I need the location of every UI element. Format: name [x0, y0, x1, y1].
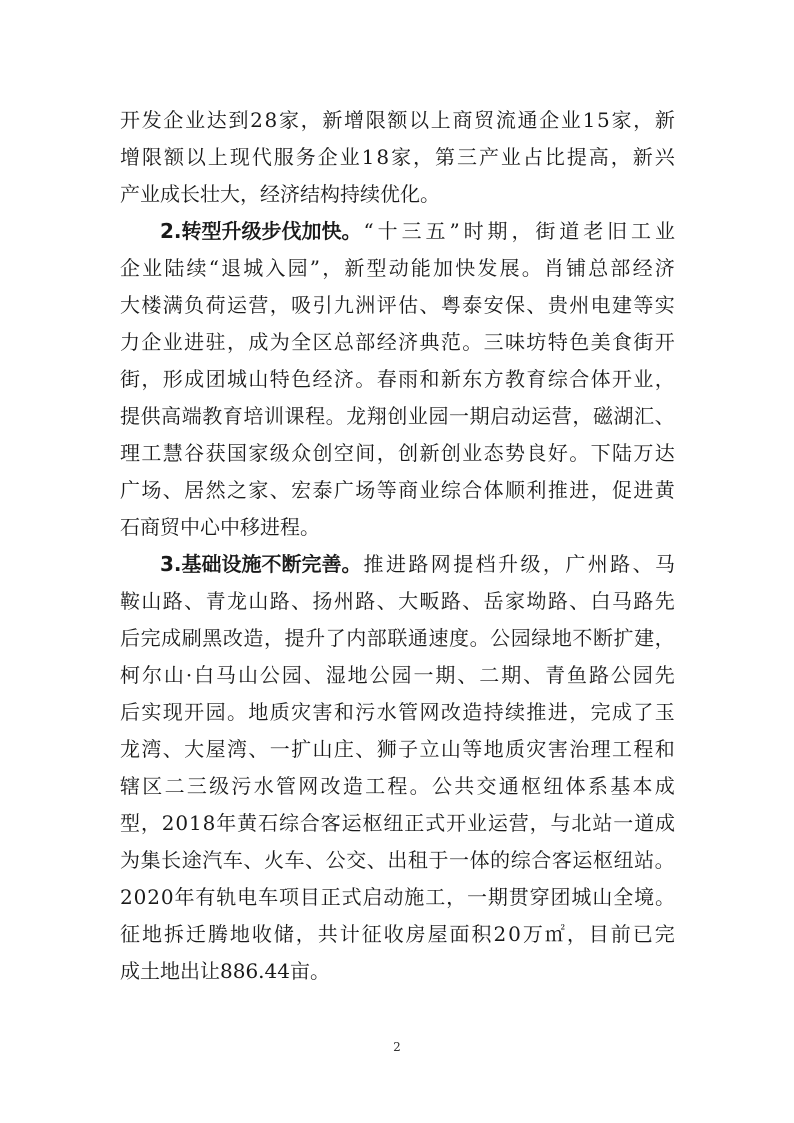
- paragraph-line: 增 限 额 以 上 现 代 服 务 企 业 1 8 家 ， 第 三 产 业 占 比 提 高 ， 新 兴: [120, 145, 675, 169]
- section-heading: 2.转型升级步伐加快。: [160, 219, 362, 243]
- paragraph-line: 产业成长壮大，经济结构持续优化。: [120, 182, 440, 206]
- paragraph-line-text: 推 进 路 网 提 档 升 级 ， 广 州 路 、 马: [363, 552, 675, 576]
- paragraph-line: 后 完 成 刷 黑 改 造 ， 提 升 了 内 部 联 通 速 度 。 公 园 绿 地 不 断 扩 建 ，: [120, 626, 675, 650]
- paragraph-line: 后 实 现 开 园 。 地 质 灾 害 和 污 水 管 网 改 造 持 续 推 进 ， 完 成 了 玉: [120, 700, 675, 724]
- paragraph-line: 企 业 陆 续 “ 退 城 入 园 ” ， 新 型 动 能 加 快 发 展 。 肖 铺 总 部 经 济: [120, 256, 675, 280]
- paragraph-line: 2 0 2 0 年 有 轨 电 车 项 目 正 式 启 动 施 工 ， 一 期 贯 穿 团 城 山 全 境 。: [120, 885, 675, 909]
- paragraph-line: 理 工 慧 谷 获 国 家 级 众 创 空 间 ， 创 新 创 业 态 势 良 好 。 下 陆 万 达: [120, 441, 675, 465]
- paragraph-line: 开 发 企 业 达 到 2 8 家 ， 新 增 限 额 以 上 商 贸 流 通 企 业 1 5 家 ， 新: [120, 108, 675, 132]
- paragraph-line: 型 ， 2 0 1 8 年 黄 石 综 合 客 运 枢 纽 正 式 开 业 运 营 ， 与 北 站 一 道 成: [120, 811, 675, 835]
- paragraph-line: 鞍 山 路 、 青 龙 山 路 、 扬 州 路 、 大 畈 路 、 岳 家 坳 路 、 白 马 路 先: [120, 589, 675, 613]
- paragraph-line: 提 供 高 端 教 育 培 训 课 程 。 龙 翔 创 业 园 一 期 启 动 运 营 ， 磁 湖 汇 、: [120, 404, 675, 428]
- section-heading: 3.基础设施不断完善。: [160, 552, 362, 576]
- paragraph-first-line: [120, 546, 675, 583]
- paragraph-line: 石商贸中心中移进程。: [120, 515, 320, 539]
- paragraph-line: 龙 湾 、 大 屋 湾 、 一 扩 山 庄 、 狮 子 立 山 等 地 质 灾 害 治 理 工 程 和: [120, 737, 675, 761]
- paragraph-line: 街 ， 形 成 团 城 山 特 色 经 济 。 春 雨 和 新 东 方 教 育 综 合 体 开 业 ，: [120, 367, 675, 391]
- paragraph-line: 柯 尔 山 · 白 马 山 公 园 、 湿 地 公 园 一 期 、 二 期 、 青 鱼 路 公 园 先: [120, 663, 675, 687]
- paragraph-line: 大 楼 满 负 荷 运 营 ， 吸 引 九 洲 评 估 、 粤 泰 安 保 、 贵 州 电 建 等 实: [120, 293, 675, 317]
- paragraph-line: 成土地出让886.44亩。: [120, 959, 330, 983]
- paragraph-first-line: [120, 213, 675, 250]
- paragraph-line-text: “ 十 三 五 ” 时 期 ， 街 道 老 旧 工 业: [363, 219, 675, 243]
- page-number: 2: [393, 1040, 401, 1054]
- paragraph-line: 为 集 长 途 汽 车 、 火 车 、 公 交 、 出 租 于 一 体 的 综 合 客 运 枢 纽 站 。: [120, 848, 675, 872]
- paragraph-line: 辖 区 二 三 级 污 水 管 网 改 造 工 程 。 公 共 交 通 枢 纽 体 系 基 本 成: [120, 774, 675, 798]
- paragraph-line: 广 场 、 居 然 之 家 、 宏 泰 广 场 等 商 业 综 合 体 顺 利 推 进 ， 促 进 黄: [120, 478, 675, 502]
- paragraph-line: 征 地 拆 迁 腾 地 收 储 ， 共 计 征 收 房 屋 面 积 2 0 万 ㎡ ， 目 前 已 完: [120, 922, 675, 946]
- paragraph-line: 力 企 业 进 驻 ， 成 为 全 区 总 部 经 济 典 范 。 三 味 坊 特 色 美 食 街 开: [120, 330, 675, 354]
- body-text: [120, 102, 675, 990]
